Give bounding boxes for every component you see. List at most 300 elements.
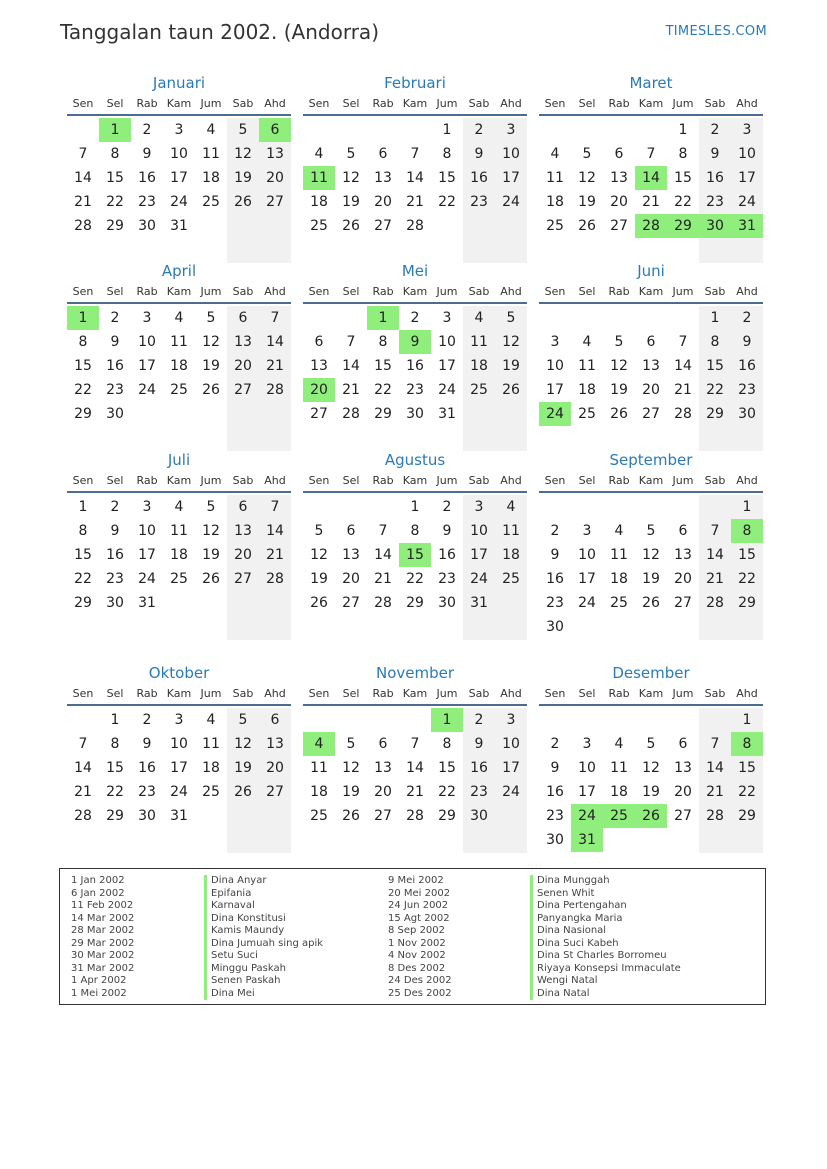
month-agustus bbox=[303, 449, 527, 640]
day-cell: 19 bbox=[202, 358, 220, 374]
day-cell: 4 bbox=[614, 523, 624, 539]
day-cell: 2 bbox=[742, 310, 752, 326]
day-cell: 4 bbox=[550, 146, 560, 162]
day-cell: 1 bbox=[742, 499, 752, 515]
weekday-label: Ahd bbox=[736, 474, 758, 487]
day-cell: 21 bbox=[642, 194, 660, 210]
day-cell: 29 bbox=[706, 406, 724, 422]
weekday-label: Sel bbox=[342, 97, 360, 110]
day-cell: 17 bbox=[502, 760, 520, 776]
day-cell: 19 bbox=[502, 358, 520, 374]
weekday-label: Sen bbox=[72, 687, 94, 700]
day-cell: 11 bbox=[310, 760, 328, 776]
holiday-name: Riyaya Konsepsi Immaculate bbox=[530, 963, 681, 976]
day-cell: 16 bbox=[106, 358, 124, 374]
day-cell: 14 bbox=[266, 334, 284, 350]
day-cell: 15 bbox=[438, 170, 456, 186]
day-cell: 21 bbox=[706, 571, 724, 587]
day-cell: 13 bbox=[642, 358, 660, 374]
day-cell: 9 bbox=[710, 146, 720, 162]
holiday-day-cell: 9 bbox=[399, 330, 431, 354]
weekday-header bbox=[539, 94, 763, 116]
day-cell: 1 bbox=[678, 122, 688, 138]
weekday-label: Jum bbox=[200, 687, 222, 700]
day-cell: 13 bbox=[674, 760, 692, 776]
day-cell: 7 bbox=[78, 146, 88, 162]
day-cell: 24 bbox=[502, 784, 520, 800]
day-cell: 18 bbox=[610, 784, 628, 800]
day-cell: 4 bbox=[174, 310, 184, 326]
day-cell: 13 bbox=[610, 170, 628, 186]
day-cell: 25 bbox=[310, 218, 328, 234]
day-cell: 13 bbox=[374, 170, 392, 186]
day-cell: 30 bbox=[406, 406, 424, 422]
weekday-label: Sen bbox=[308, 285, 330, 298]
day-cell: 12 bbox=[310, 547, 328, 563]
day-cell: 24 bbox=[470, 571, 488, 587]
day-cell: 24 bbox=[578, 595, 596, 611]
day-cell: 11 bbox=[202, 146, 220, 162]
day-cell: 15 bbox=[74, 358, 92, 374]
day-cell: 8 bbox=[378, 334, 388, 350]
day-cell: 16 bbox=[470, 170, 488, 186]
day-cell: 16 bbox=[706, 170, 724, 186]
holiday-name: Dina Anyar bbox=[204, 875, 323, 888]
day-cell: 9 bbox=[474, 146, 484, 162]
day-cell: 26 bbox=[610, 406, 628, 422]
day-cell: 7 bbox=[410, 736, 420, 752]
holiday-day-cell: 4 bbox=[303, 732, 335, 756]
weekday-label: Sab bbox=[704, 97, 726, 110]
weekday-label: Sab bbox=[468, 687, 490, 700]
weekday-label: Sab bbox=[468, 285, 490, 298]
day-cell: 16 bbox=[470, 760, 488, 776]
day-cell: 9 bbox=[110, 523, 120, 539]
day-cell: 16 bbox=[138, 760, 156, 776]
day-cell: 26 bbox=[202, 382, 220, 398]
day-cell: 17 bbox=[738, 170, 756, 186]
day-cell: 10 bbox=[502, 146, 520, 162]
holiday-day-cell: 24 bbox=[571, 804, 603, 828]
day-cell: 30 bbox=[738, 406, 756, 422]
day-cell: 4 bbox=[614, 736, 624, 752]
holiday-name: Dina Jumuah sing apik bbox=[204, 938, 323, 951]
holiday-name: Dina Natal bbox=[530, 988, 681, 1001]
day-cell: 22 bbox=[738, 571, 756, 587]
day-cell: 5 bbox=[582, 146, 592, 162]
day-cell: 22 bbox=[374, 382, 392, 398]
day-cell: 9 bbox=[474, 736, 484, 752]
day-cell: 13 bbox=[266, 146, 284, 162]
day-cell: 20 bbox=[374, 784, 392, 800]
weekday-label: Rab bbox=[608, 285, 630, 298]
weekday-label: Rab bbox=[372, 687, 394, 700]
day-cell: 3 bbox=[506, 712, 516, 728]
day-cell: 3 bbox=[142, 499, 152, 515]
month-mei bbox=[303, 260, 527, 451]
day-cell: 16 bbox=[406, 358, 424, 374]
weekday-label: Rab bbox=[608, 474, 630, 487]
day-cell: 19 bbox=[578, 194, 596, 210]
day-cell: 17 bbox=[578, 784, 596, 800]
month-april bbox=[67, 260, 291, 451]
day-cell: 8 bbox=[678, 146, 688, 162]
day-cell: 19 bbox=[310, 571, 328, 587]
weekday-label: Sab bbox=[468, 474, 490, 487]
weekday-label: Sen bbox=[308, 474, 330, 487]
day-cell: 24 bbox=[170, 784, 188, 800]
day-cell: 2 bbox=[410, 310, 420, 326]
day-cell: 26 bbox=[342, 218, 360, 234]
weekday-label: Ahd bbox=[264, 474, 286, 487]
day-cell: 25 bbox=[170, 571, 188, 587]
weekday-label: Sab bbox=[468, 97, 490, 110]
day-cell: 17 bbox=[546, 382, 564, 398]
day-cell: 4 bbox=[206, 122, 216, 138]
day-cell: 18 bbox=[202, 760, 220, 776]
day-cell: 2 bbox=[110, 499, 120, 515]
weekday-header bbox=[67, 282, 291, 304]
day-cell: 19 bbox=[642, 571, 660, 587]
day-cell: 5 bbox=[506, 310, 516, 326]
day-grid bbox=[67, 495, 291, 640]
holiday-date: 31 Mar 2002 bbox=[71, 962, 135, 974]
day-cell: 23 bbox=[470, 784, 488, 800]
holiday-date: 8 Sep 2002 bbox=[388, 925, 446, 936]
day-cell: 17 bbox=[138, 547, 156, 563]
day-cell: 13 bbox=[266, 736, 284, 752]
day-cell: 28 bbox=[706, 595, 724, 611]
weekday-label: Kam bbox=[402, 687, 428, 700]
weekday-label: Sab bbox=[232, 97, 254, 110]
day-cell: 3 bbox=[582, 736, 592, 752]
weekday-label: Sen bbox=[544, 285, 566, 298]
day-cell: 22 bbox=[106, 194, 124, 210]
day-cell: 7 bbox=[710, 736, 720, 752]
day-cell: 14 bbox=[342, 358, 360, 374]
day-cell: 6 bbox=[346, 523, 356, 539]
holiday-day-cell: 28 bbox=[635, 214, 667, 238]
day-cell: 7 bbox=[710, 523, 720, 539]
day-cell: 10 bbox=[170, 736, 188, 752]
day-cell: 5 bbox=[614, 334, 624, 350]
holiday-list bbox=[59, 868, 766, 1005]
day-cell: 29 bbox=[738, 808, 756, 824]
day-cell: 21 bbox=[406, 784, 424, 800]
day-cell: 18 bbox=[202, 170, 220, 186]
weekday-label: Sen bbox=[308, 687, 330, 700]
day-cell: 2 bbox=[550, 736, 560, 752]
weekday-label: Kam bbox=[402, 474, 428, 487]
day-cell: 9 bbox=[550, 547, 560, 563]
day-cell: 19 bbox=[202, 547, 220, 563]
weekday-label: Ahd bbox=[500, 97, 522, 110]
weekday-label: Jum bbox=[436, 285, 458, 298]
day-cell: 17 bbox=[170, 170, 188, 186]
day-cell: 26 bbox=[578, 218, 596, 234]
weekday-label: Jum bbox=[200, 285, 222, 298]
day-cell: 14 bbox=[674, 358, 692, 374]
weekday-label: Jum bbox=[672, 687, 694, 700]
day-cell: 1 bbox=[710, 310, 720, 326]
holiday-date: 28 Mar 2002 bbox=[71, 925, 135, 936]
day-cell: 20 bbox=[674, 571, 692, 587]
weekday-header bbox=[303, 684, 527, 706]
day-cell: 26 bbox=[502, 382, 520, 398]
day-cell: 1 bbox=[410, 499, 420, 515]
day-cell: 23 bbox=[546, 595, 564, 611]
holiday-name: Epifania bbox=[204, 888, 323, 901]
day-cell: 5 bbox=[314, 523, 324, 539]
day-cell: 15 bbox=[738, 547, 756, 563]
day-cell: 4 bbox=[314, 146, 324, 162]
day-cell: 24 bbox=[170, 194, 188, 210]
day-cell: 8 bbox=[110, 736, 120, 752]
weekday-label: Sel bbox=[106, 285, 124, 298]
holiday-date: 20 Mei 2002 bbox=[388, 887, 451, 899]
weekday-header bbox=[303, 94, 527, 116]
day-cell: 22 bbox=[674, 194, 692, 210]
day-cell: 30 bbox=[470, 808, 488, 824]
day-cell: 28 bbox=[342, 406, 360, 422]
day-cell: 24 bbox=[438, 382, 456, 398]
day-cell: 25 bbox=[202, 194, 220, 210]
holiday-day-cell: 1 bbox=[99, 118, 131, 142]
day-cell: 3 bbox=[442, 310, 452, 326]
day-cell: 10 bbox=[546, 358, 564, 374]
day-cell: 16 bbox=[546, 784, 564, 800]
weekday-label: Jum bbox=[436, 474, 458, 487]
holiday-name: Wengi Natal bbox=[530, 975, 681, 988]
day-cell: 8 bbox=[410, 523, 420, 539]
holiday-day-cell: 31 bbox=[731, 214, 763, 238]
weekday-label: Kam bbox=[402, 285, 428, 298]
day-cell: 3 bbox=[142, 310, 152, 326]
day-cell: 15 bbox=[438, 760, 456, 776]
day-cell: 17 bbox=[170, 760, 188, 776]
weekday-label: Ahd bbox=[264, 97, 286, 110]
day-cell: 11 bbox=[470, 334, 488, 350]
day-cell: 18 bbox=[170, 358, 188, 374]
day-cell: 10 bbox=[502, 736, 520, 752]
day-cell: 23 bbox=[706, 194, 724, 210]
day-cell: 7 bbox=[410, 146, 420, 162]
day-cell: 22 bbox=[706, 382, 724, 398]
day-cell: 27 bbox=[234, 571, 252, 587]
day-cell: 5 bbox=[646, 736, 656, 752]
day-grid bbox=[303, 708, 527, 853]
day-cell: 18 bbox=[310, 784, 328, 800]
day-cell: 11 bbox=[610, 760, 628, 776]
day-cell: 11 bbox=[610, 547, 628, 563]
month-juli bbox=[67, 449, 291, 640]
day-cell: 21 bbox=[674, 382, 692, 398]
holiday-day-cell: 14 bbox=[635, 166, 667, 190]
day-cell: 25 bbox=[470, 382, 488, 398]
day-cell: 25 bbox=[170, 382, 188, 398]
weekday-label: Rab bbox=[136, 97, 158, 110]
day-cell: 17 bbox=[470, 547, 488, 563]
day-cell: 10 bbox=[578, 547, 596, 563]
day-cell: 10 bbox=[470, 523, 488, 539]
day-cell: 3 bbox=[174, 712, 184, 728]
holiday-day-cell: 24 bbox=[539, 402, 571, 426]
day-cell: 13 bbox=[234, 334, 252, 350]
day-cell: 7 bbox=[78, 736, 88, 752]
month-name: Oktober bbox=[148, 664, 210, 682]
holiday-day-cell: 29 bbox=[667, 214, 699, 238]
day-grid bbox=[303, 306, 527, 451]
day-cell: 17 bbox=[502, 170, 520, 186]
day-cell: 31 bbox=[170, 218, 188, 234]
day-cell: 18 bbox=[470, 358, 488, 374]
month-name: Mei bbox=[401, 262, 429, 280]
weekday-label: Sab bbox=[704, 474, 726, 487]
day-cell: 16 bbox=[106, 547, 124, 563]
day-cell: 4 bbox=[206, 712, 216, 728]
day-cell: 10 bbox=[138, 523, 156, 539]
day-cell: 12 bbox=[342, 760, 360, 776]
weekday-label: Sel bbox=[578, 687, 596, 700]
day-grid bbox=[303, 118, 527, 263]
day-cell: 13 bbox=[234, 523, 252, 539]
weekday-header bbox=[67, 94, 291, 116]
day-cell: 29 bbox=[74, 406, 92, 422]
day-cell: 20 bbox=[266, 170, 284, 186]
day-cell: 24 bbox=[502, 194, 520, 210]
weekday-label: Rab bbox=[608, 687, 630, 700]
day-cell: 28 bbox=[74, 218, 92, 234]
day-cell: 5 bbox=[238, 712, 248, 728]
day-cell: 29 bbox=[738, 595, 756, 611]
day-cell: 29 bbox=[106, 218, 124, 234]
day-cell: 21 bbox=[342, 382, 360, 398]
day-cell: 15 bbox=[738, 760, 756, 776]
weekday-header bbox=[539, 282, 763, 304]
day-cell: 25 bbox=[578, 406, 596, 422]
holiday-date: 1 Nov 2002 bbox=[388, 937, 446, 949]
day-cell: 12 bbox=[202, 334, 220, 350]
month-maret bbox=[539, 72, 763, 263]
day-cell: 12 bbox=[502, 334, 520, 350]
weekday-label: Sab bbox=[232, 687, 254, 700]
day-cell: 11 bbox=[170, 334, 188, 350]
weekday-label: Rab bbox=[372, 474, 394, 487]
holiday-name: Dina Pertengahan bbox=[530, 900, 681, 913]
day-cell: 20 bbox=[610, 194, 628, 210]
holiday-date: 29 Mar 2002 bbox=[71, 937, 135, 949]
weekday-header bbox=[303, 282, 527, 304]
day-cell: 27 bbox=[342, 595, 360, 611]
day-cell: 3 bbox=[474, 499, 484, 515]
day-cell: 30 bbox=[438, 595, 456, 611]
weekday-label: Sen bbox=[72, 97, 94, 110]
day-cell: 23 bbox=[546, 808, 564, 824]
day-cell: 13 bbox=[374, 760, 392, 776]
holiday-date: 30 Mar 2002 bbox=[71, 950, 135, 961]
day-cell: 30 bbox=[106, 406, 124, 422]
day-cell: 25 bbox=[310, 808, 328, 824]
day-cell: 12 bbox=[234, 736, 252, 752]
month-name: April bbox=[161, 262, 197, 280]
day-cell: 18 bbox=[310, 194, 328, 210]
month-name: Juli bbox=[167, 451, 191, 469]
holiday-name: Setu Suci bbox=[204, 950, 323, 963]
day-cell: 21 bbox=[74, 784, 92, 800]
day-cell: 10 bbox=[738, 146, 756, 162]
day-cell: 23 bbox=[438, 571, 456, 587]
day-cell: 29 bbox=[374, 406, 392, 422]
day-cell: 27 bbox=[310, 406, 328, 422]
day-cell: 14 bbox=[74, 170, 92, 186]
day-cell: 8 bbox=[710, 334, 720, 350]
day-cell: 10 bbox=[438, 334, 456, 350]
weekday-label: Sel bbox=[106, 97, 124, 110]
day-cell: 15 bbox=[374, 358, 392, 374]
holiday-day-cell: 26 bbox=[635, 804, 667, 828]
day-cell: 18 bbox=[170, 547, 188, 563]
day-cell: 26 bbox=[310, 595, 328, 611]
holiday-date: 24 Jun 2002 bbox=[388, 900, 449, 911]
day-grid bbox=[67, 118, 291, 263]
day-cell: 6 bbox=[678, 523, 688, 539]
weekday-label: Kam bbox=[166, 687, 192, 700]
day-cell: 25 bbox=[502, 571, 520, 587]
weekday-label: Jum bbox=[200, 97, 222, 110]
month-name: Februari bbox=[384, 74, 446, 92]
day-cell: 30 bbox=[546, 832, 564, 848]
day-cell: 20 bbox=[234, 547, 252, 563]
holiday-name: Dina St Charles Borromeu bbox=[530, 950, 681, 963]
day-cell: 20 bbox=[374, 194, 392, 210]
holiday-day-cell: 25 bbox=[603, 804, 635, 828]
day-cell: 8 bbox=[78, 523, 88, 539]
day-cell: 24 bbox=[138, 571, 156, 587]
day-cell: 27 bbox=[610, 218, 628, 234]
holiday-name: Dina Suci Kabeh bbox=[530, 938, 681, 951]
day-cell: 26 bbox=[202, 571, 220, 587]
day-cell: 9 bbox=[142, 736, 152, 752]
day-cell: 28 bbox=[706, 808, 724, 824]
weekday-label: Sel bbox=[578, 474, 596, 487]
day-cell: 14 bbox=[406, 760, 424, 776]
day-cell: 6 bbox=[314, 334, 324, 350]
holiday-date: 9 Mei 2002 bbox=[388, 875, 444, 886]
month-name: September bbox=[609, 451, 693, 469]
day-cell: 31 bbox=[170, 808, 188, 824]
day-cell: 29 bbox=[406, 595, 424, 611]
month-name: Agustus bbox=[384, 451, 446, 469]
holiday-date: 25 Des 2002 bbox=[388, 987, 452, 999]
day-cell: 24 bbox=[138, 382, 156, 398]
weekday-label: Sel bbox=[106, 474, 124, 487]
day-cell: 11 bbox=[502, 523, 520, 539]
day-cell: 28 bbox=[374, 595, 392, 611]
day-cell: 11 bbox=[170, 523, 188, 539]
day-cell: 31 bbox=[438, 406, 456, 422]
weekday-label: Jum bbox=[672, 474, 694, 487]
weekday-label: Kam bbox=[166, 285, 192, 298]
day-cell: 23 bbox=[138, 194, 156, 210]
weekday-label: Kam bbox=[638, 285, 664, 298]
day-cell: 21 bbox=[74, 194, 92, 210]
site-link[interactable]: TIMESLES.COM bbox=[665, 24, 767, 39]
weekday-label: Ahd bbox=[736, 687, 758, 700]
holiday-name: Dina Munggah bbox=[530, 875, 681, 888]
day-grid bbox=[539, 306, 763, 451]
weekday-label: Jum bbox=[436, 687, 458, 700]
weekday-label: Rab bbox=[372, 285, 394, 298]
